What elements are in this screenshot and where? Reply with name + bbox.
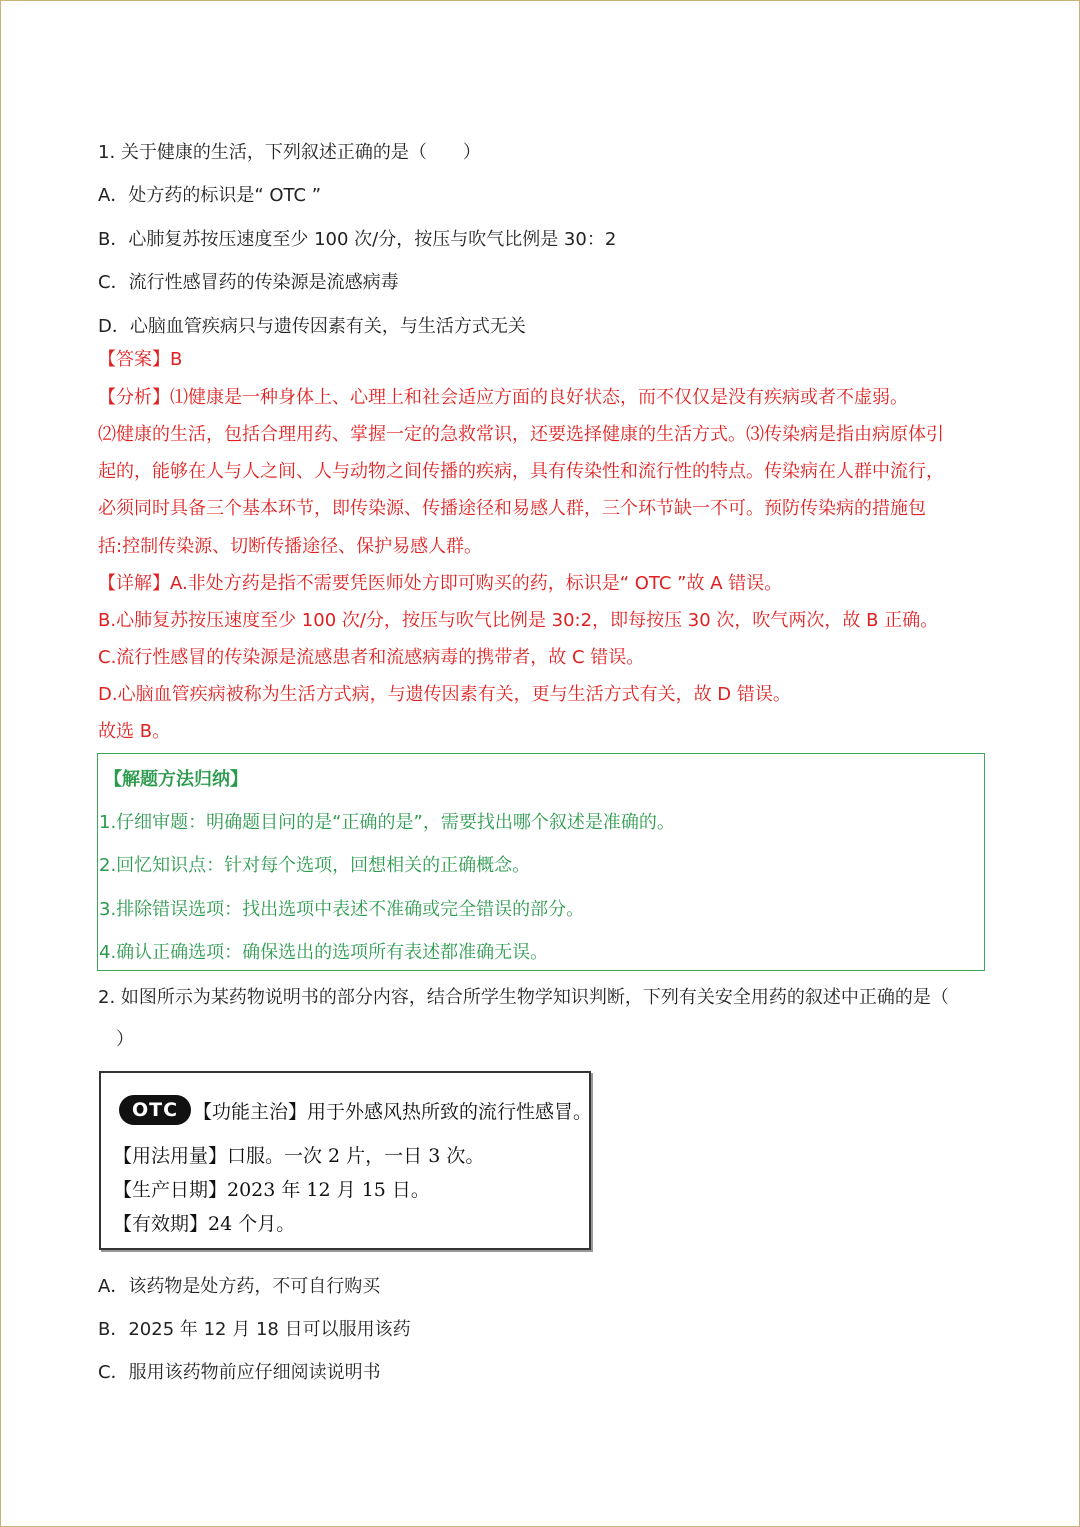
method-step-3: 3.排除错误选项：找出选项中表述不准确或完全错误的部分。 xyxy=(99,899,585,920)
q1-detail-line-4: D.心脑血管疾病被称为生活方式病，与遗传因素有关，更与生活方式有关，故 D 错误。 xyxy=(98,684,791,705)
q2-option-a: A．该药物是处方药，不可自行购买 xyxy=(98,1276,381,1297)
q1-stem: 1. 关于健康的生活，下列叙述正确的是（ ） xyxy=(98,142,481,163)
q1-analysis-line-2: ⑵健康的生活，包括合理用药、掌握一定的急救常识，还要选择健康的生活方式。⑶传染病是指由病原体引 xyxy=(98,424,944,445)
q2-option-b: B．2025 年 12 月 18 日可以服用该药 xyxy=(98,1319,411,1340)
drug-usage: 【用法用量】口服。一次 2 片，一日 3 次。 xyxy=(113,1145,485,1167)
q1-detail-line-3: C.流行性感冒的传染源是流感患者和流感病毒的携带者，故 C 错误。 xyxy=(98,647,645,668)
q1-detail-line-2: B.心肺复苏按压速度至少 100 次/分，按压与吹气比例是 30:2，即每按压 30 次，吹气两次，故 B 正确。 xyxy=(98,610,939,631)
q1-option-a: A．处方药的标识是“ OTC ” xyxy=(98,185,322,206)
method-step-1: 1.仔细审题：明确题目问的是“正确的是”，需要找出哪个叙述是准确的。 xyxy=(99,812,675,833)
drug-production-date: 【生产日期】2023 年 12 月 15 日。 xyxy=(113,1179,430,1201)
q1-analysis-line-1: 【分析】⑴健康是一种身体上、心理上和社会适应方面的良好状态，而不仅仅是没有疾病或者不虚弱。 xyxy=(98,387,908,408)
q1-option-d: D．心脑血管疾病只与遗传因素有关，与生活方式无关 xyxy=(98,316,526,337)
q2-stem-closing: ） xyxy=(116,1029,134,1050)
q1-option-c: C．流行性感冒药的传染源是流感病毒 xyxy=(98,272,399,293)
q2-option-c: C．服用该药物前应仔细阅读说明书 xyxy=(98,1362,381,1383)
q1-analysis-line-4: 必须同时具备三个基本环节，即传染源、传播途径和易感人群，三个环节缺一不可。预防传染病的措施包 xyxy=(98,498,926,519)
q1-option-b: B．心肺复苏按压速度至少 100 次/分，按压与吹气比例是 30：2 xyxy=(98,229,617,250)
otc-logo: OTC xyxy=(119,1095,191,1125)
q2-stem: 2. 如图所示为某药物说明书的部分内容，结合所学生物学知识判断，下列有关安全用药的叙述中正确的是（ xyxy=(98,987,949,1008)
q1-conclusion: 故选 B。 xyxy=(98,721,171,742)
method-step-4: 4.确认正确选项：确保选出的选项所有表述都准确无误。 xyxy=(99,942,549,963)
q1-answer: 【答案】B xyxy=(98,349,183,370)
method-step-2: 2.回忆知识点：针对每个选项，回想相关的正确概念。 xyxy=(99,855,531,876)
drug-validity: 【有效期】24 个月。 xyxy=(113,1213,296,1235)
drug-function: 【功能主治】用于外感风热所致的流行性感冒。 xyxy=(193,1101,593,1123)
q1-detail-line-1: 【详解】A.非处方药是指不需要凭医师处方即可购买的药，标识是“ OTC ”故 A 错误。 xyxy=(98,573,783,594)
q1-analysis-line-3: 起的，能够在人与人之间、人与动物之间传播的疾病，具有传染性和流行性的特点。传染病在人群中流行， xyxy=(98,461,944,482)
drug-label-image xyxy=(99,1071,591,1250)
q1-analysis-line-5: 括:控制传染源、切断传播途径、保护易感人群。 xyxy=(98,536,483,557)
method-title: 【解题方法归纳】 xyxy=(104,769,248,790)
